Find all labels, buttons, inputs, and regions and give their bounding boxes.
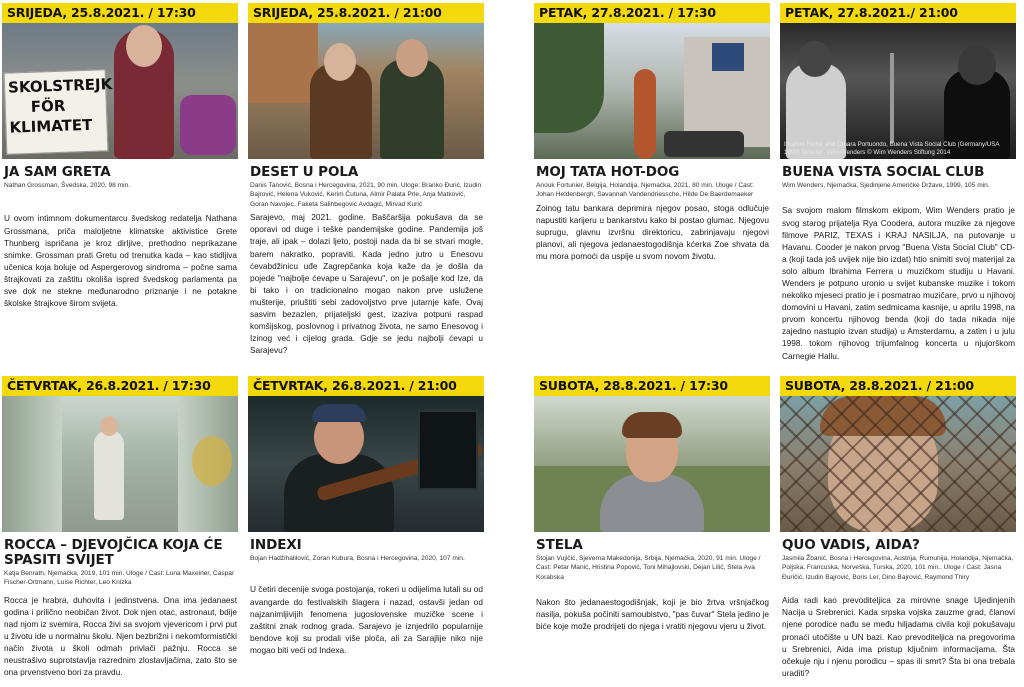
screening-date: PETAK, 27.8.2021. / 17:30 <box>534 3 770 23</box>
film-card <box>780 376 1016 679</box>
person-head <box>100 416 118 436</box>
film-credits: Anouk Fortunier, Belgija, Holandija, Njemačka, 2021, 80 min. Uloge / Cast: Johan Heldenbergh, Savannah Vandendriessche, Hilde De Baerdemaeker <box>536 182 754 199</box>
film-title: INDEXI <box>250 537 302 553</box>
hot-dog-costume <box>634 69 656 159</box>
film-card <box>2 3 238 309</box>
film-title: MOJ TATA HOT-DOG <box>536 164 680 180</box>
film-title: DESET U POLA <box>250 164 359 180</box>
screening-date: SRIJEDA, 25.8.2021. / 17:30 <box>2 3 238 23</box>
tree <box>534 23 604 133</box>
sign-line: KLIMATET <box>9 115 93 137</box>
sign-line: SKOLSTREJK <box>7 75 113 97</box>
film-title: STELA <box>536 537 583 553</box>
car <box>664 131 744 157</box>
person-head <box>958 45 996 85</box>
film-still <box>780 23 1016 159</box>
fence <box>780 396 1016 532</box>
film-credits: Bojan Hadžihalilović, Zoran Kubura, Bosna i Hercegovina, 2020, 107 min. <box>250 555 465 562</box>
person-head <box>396 39 428 77</box>
screening-date: SUBOTA, 28.8.2021. / 21:00 <box>780 376 1016 396</box>
cap <box>312 404 366 422</box>
film-credits: Wim Wenders, Njemačka, Sjedinjene Američke Države, 1999, 105 min. <box>782 182 990 189</box>
protest-sign <box>4 69 113 155</box>
sign-line: FÖR <box>30 96 66 116</box>
amplifier <box>418 410 478 490</box>
photo-caption: Ibrahim Ferrer and Omara Portuondo, Buena Vista Social Club (Germany/USA 1999) Director: Wim Wenders © Wim Wenders Stiftung 2014 <box>784 141 1000 156</box>
film-still <box>248 23 484 159</box>
person-head <box>126 25 162 67</box>
film-still <box>780 396 1016 532</box>
film-title: QUO VADIS, AIDA? <box>782 537 920 553</box>
person-head <box>798 41 832 77</box>
film-description: Sa svojom malom filmskom ekipom, Wim Wenders pratio je svog starog prijatelja Rya Coodera, autora muzike za njegove filmove PARIZ, TEXAS i KRAJ NASILJA, na putovanje u Havanu. Cooder je nakon prvog "Buena Vista Social Club" CD-a (koji tada još uvijek nije bio izdat) htio snimiti svoj materijal za solo album Ibrahima Ferrera u muzičkom studiju u Havani. Wenders je potpuno uronio u svijet kubanske muzike i tokom nekoliko mjeseci pratio je i posmatrao muzičare, prvo u njihovoj domovini u Havani, zatim sedmicama kasnije, u aprilu 1998, na prvom koncertu njihovog benda (koji do tada nikada nije zajedno nastupio izvan studija) u Amsterdamu, a zatim i u julu 1998. tokom njihovog trijumfalnog koncerta u njujorškom Carnegie Hallu. <box>782 205 1015 361</box>
street-sign <box>712 43 744 71</box>
film-card <box>2 376 238 678</box>
screening-date: SRIJEDA, 25.8.2021. / 21:00 <box>248 3 484 23</box>
tunnel-wall <box>2 396 62 532</box>
person-figure <box>600 474 704 532</box>
film-description: Sarajevo, maj 2021. godine. Baščaršija pokušava da se oporavi od duge i teške pandemijske godine. Pandemija još traje, ali ipak – dolazi ljeto, postoji nada da bi se stvari mogle, barem nakratko, popraviti. Kada jedno jutro u Enesovu ćevabdžinicu uđe Zagrepčanka koja kaže da je došla da pojede "najbolje ćevape u Sarajevu", on je pošalje kod Ize, da bi tako i on tradicionalno mogao nakon prve usluženе mušterije, priuštiti sebi zadovoljstvo prve jutarnje kafe. Ovaj sasvim bezazlen, prijateljski gest, izaziva potpuni raspad komšijskog, poslovnog i privatnog života, ne samo Enesovog i Izinog već i cijelog grada. Gdje se jedu najbolji ćevapi u Sarajevu? <box>250 212 483 356</box>
graffiti <box>192 436 232 486</box>
film-card <box>248 376 484 656</box>
film-card <box>248 3 484 356</box>
hair <box>622 412 682 438</box>
film-description: Rocca je hrabra, duhovita i jedinstvena. Ona ima jedanaest godina i prilično neobičan život. Dok njen otac, astronaut, bdije nad njom iz svemira, Rocca živi sa svojom vjevericom i prvi put u životu ide u normalnu školu. Njen bezbrižni i nekomformistički način života u školi odmah privlači pažnju. Rocca se neustrašivo suprotstavlja razrednim zlostavljačima, zato što se ona prvenstveno bori za pravdu. <box>4 594 237 678</box>
film-credits: Katja Benrath, Njemačka, 2019, 101 min. Uloge / Cast: Luna Maxeiner, Caspar Fischer-Ortmann, Luise Richter, Leo Knizka <box>4 570 235 587</box>
person-figure <box>94 430 124 520</box>
screening-date: ČETVRTAK, 26.8.2021. / 21:00 <box>248 376 484 396</box>
film-still <box>534 396 770 532</box>
bag <box>180 95 236 155</box>
film-description: U ovom intimnom dokumentarcu švedskog redatelja Nathana Grossmana, priča maloljetne klimatske aktivistice Grete Thunberg ispričana je kroz dirljive, prethodno neprikazane snimke. Grossman prati Gretu od trenutka kada – kao stidljiva učenica koja boluje od Aspergerovog sindroma – počne sama štrajkovati za zaštitu okoliša ispred švedskog parlamenta pa sve dok ne stekne međunarodno priznanje i ne potakne školske štrajkove širom svijeta. <box>4 213 237 309</box>
film-still <box>2 396 238 532</box>
microphone <box>890 53 894 143</box>
film-credits: Jasmila Žbanić, Bosna i Hercegovina, Austrija, Rumunija, Holandija, Njemačka, Poljska, Francuska, Norveška, Turska, 2020, 101 min.. Uloge / Cast: Jasna Đuričić, Izudin Bajrović, Boris Ler, Dino Bajrović, Raymond Thiry <box>782 555 1014 581</box>
film-card <box>780 3 1016 362</box>
film-description: U četiri decenije svoga postojanja, rokeri u odijelima lutali su od avangarde do festivalskih šlagera i nazad, ostavši jedan od najzanimljivijih fenomena jugoslovenske muzičke scene i zaštitni znak rodnog grada. Sarajevo je iznjedrilo popularnije bendove koji su prodali više ploča, ali za Sarajlije niko nije mogao biti veći od Indexa. <box>250 584 483 655</box>
film-title: ROCCA – DJEVOJČICA KOJA ĆE SPASITI SVIJET <box>4 537 223 568</box>
film-credits: Nathan Grossman, Švedska, 2020, 98 min. <box>4 182 131 189</box>
film-description: Zoinog tatu bankara deprimira njegov posao, stoga odlučuje napustiti karijeru u bankarstvu kako bi postao glumac. Njegovu suprugu, glavnu izvršnu direktoricu, zabrinjavaju njegovi planovi, ali njegova jedanaestogodišnja kćerka Zoe shvata da mu mora pomoći da uspije u svom novom životu. <box>536 202 769 262</box>
film-credits: Stojan Vujičić, Sjeverna Makedonija, Srbija, Njemačka, 2020, 91 min. Uloge / Cast: Petar Manić, Hristina Popović, Toni Mihajlovski, Dejan Lilić, Stela Ava Korabska <box>536 555 761 581</box>
film-still <box>248 396 484 532</box>
film-card <box>534 3 770 262</box>
film-description: Nakon što jedanaestogodišnjak, koji je bio žrtva vršnjačkog nasilja, pokuša počiniti samoubistvo, "pas čuvar" Stela jedino je biće koje može prodrijeti do njega i vratiti njegovu vjeru u život. <box>536 597 769 632</box>
film-title: JA SAM GRETA <box>4 164 111 180</box>
film-still <box>534 23 770 159</box>
film-description: Aida radi kao prevoditeljica za mirovne snage Ujedinjenih Nacija u Srebrenici. Kada srpska vojska zauzme grad, članovi njene porodice nađu se među hiljadama civila koji pokušavaju pronaći utočište u UN bazi. Kao prevoditeljica na pregovorima u Srebrenici, Aida ima pristup ključnim informacijama. Šta očekuje nju i njenu porodicu – spas ili smrt? Šta bi ona trebala uraditi? <box>782 595 1015 678</box>
film-credits: Danis Tanović, Bosna i Hercegovina, 2021, 90 min. Uloge: Branko Đurić, Izudin Bajrović, Helena Vuković, Kerim Čutuna, Almir Palata Prle, Anja Matković, Goran Navojec, Faketa Salihbegović Avdagić, Mirvad Kurić <box>250 182 482 208</box>
film-card <box>534 376 770 633</box>
screening-date: PETAK, 27.8.2021./ 21:00 <box>780 3 1016 23</box>
film-title: BUENA VISTA SOCIAL CLUB <box>782 164 985 180</box>
person-head <box>324 43 356 81</box>
screening-date: ČETVRTAK, 26.8.2021. / 17:30 <box>2 376 238 396</box>
film-still <box>2 23 238 159</box>
screening-date: SUBOTA, 28.8.2021. / 17:30 <box>534 376 770 396</box>
building <box>248 23 318 103</box>
